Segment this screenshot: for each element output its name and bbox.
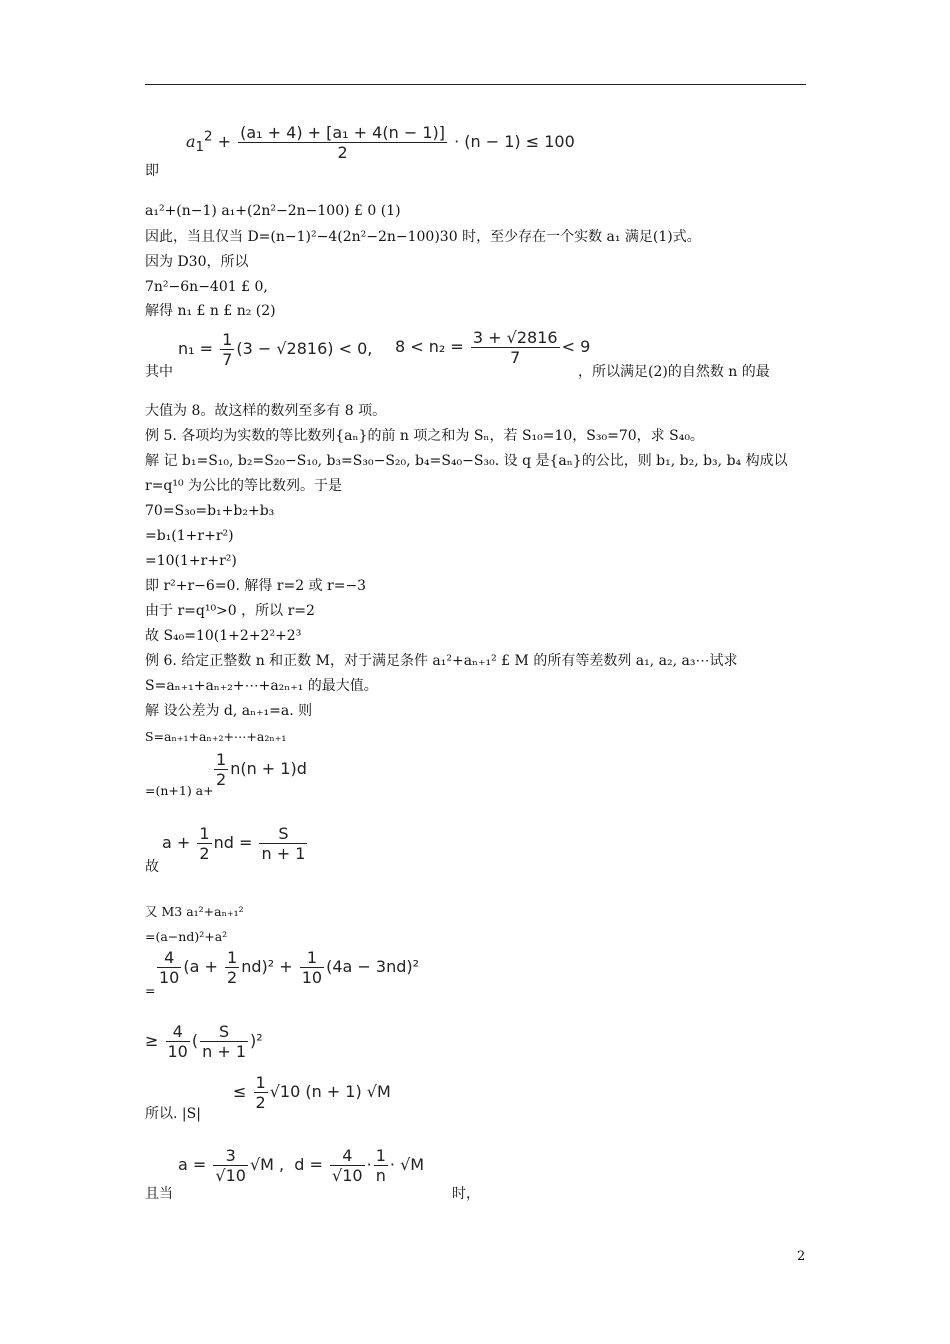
- le-half-num: 1: [255, 1073, 266, 1092]
- ge-sym: ≥: [145, 1031, 159, 1050]
- header-rule: [145, 84, 806, 85]
- ge-fraction: [200, 1022, 248, 1061]
- equation-n1: [178, 330, 372, 369]
- text-line: 解 记 b₁=S₁₀, b₂=S₂₀−S₁₀, b₃=S₃₀−S₂₀, b₄=S₄₀−S₃₀. 设 q 是{aₙ}的公比，则 b₁, b₂, b₃, b₄ 构成以: [145, 453, 788, 469]
- n1-num: 1: [222, 330, 233, 349]
- ineq-ten: 10: [159, 968, 180, 987]
- text-line: ，所以满足(2)的自然数 n 的最: [578, 364, 770, 380]
- n1-rest: (3 − √2816) < 0,: [236, 339, 373, 358]
- ineq-one: 1: [300, 948, 324, 968]
- half-num: 1: [216, 750, 227, 769]
- ineq-half-num: 1: [227, 948, 238, 967]
- equation-ge: ≥ $\frac{4}{10}$ ( $\frac{S}{n + 1}$ )²: [145, 1022, 263, 1061]
- text-line: =10(1+r+r²): [145, 553, 237, 569]
- le-half: [254, 1073, 268, 1112]
- cond-1n-fraction: [374, 1146, 388, 1185]
- text-line: 故: [145, 859, 159, 875]
- le-tail: √10 (n + 1) √M: [269, 1082, 391, 1101]
- equation-expand: [155, 948, 419, 987]
- ineq-mid: (a +: [183, 957, 218, 976]
- equation-half: [212, 750, 307, 789]
- text-line: 即: [145, 163, 159, 179]
- equation-gu: [162, 824, 309, 863]
- text-line: 70=S₃₀=b₁+b₂+b₃: [145, 503, 275, 519]
- cond-sqrt10: √10: [215, 1166, 246, 1185]
- ge-frac-4-10: [166, 1022, 190, 1061]
- gu-lhs: a +: [162, 833, 191, 852]
- text-line: =(a−nd)²+a²: [145, 929, 228, 944]
- n1-den: 7: [222, 350, 233, 369]
- n2-num: 3 + √2816: [472, 328, 558, 347]
- n1-lhs: n₁ =: [178, 339, 214, 358]
- page-number: 2: [797, 1249, 806, 1264]
- gu-half-num: 1: [199, 824, 210, 843]
- text-line: 即 r²+r−6=0. 解得 r=2 或 r=−3: [145, 578, 367, 594]
- ge-s: S: [200, 1022, 248, 1042]
- text-line: 其中: [145, 364, 173, 380]
- text-line: 时，: [452, 1186, 480, 1202]
- le-sym: ≤: [233, 1082, 247, 1101]
- ge-ten: 10: [167, 1042, 188, 1061]
- equation-condition: a = $\frac{3}{√10}$ √M , d = $\frac{4}{√10}$ · $\frac{1}{n}$ · √M: [178, 1146, 425, 1185]
- text-line: =(n+1) a+: [145, 783, 214, 798]
- gu-half: [197, 824, 211, 863]
- cond-m: √M ,: [249, 1155, 285, 1174]
- n1-fraction: [220, 330, 234, 369]
- n2-fraction: [471, 328, 560, 367]
- text-line: 所以. |S|: [145, 1106, 201, 1122]
- cond-three: 3: [213, 1146, 248, 1166]
- eq-tail: · (n − 1) ≤ 100: [454, 132, 575, 151]
- text-line: 例 6. 给定正整数 n 和正数 M，对于满足条件 a₁²+aₙ₊₁² £ M 的所有等差数列 a₁, a₂, a₃⋯试求: [145, 653, 738, 669]
- ineq-frac-4-10: [157, 948, 181, 987]
- text-line: =b₁(1+r+r²): [145, 528, 234, 544]
- ge-den: n + 1: [202, 1042, 247, 1061]
- ineq-mid2: nd)² +: [241, 957, 293, 976]
- ineq-half-den: 2: [227, 968, 238, 987]
- cond-d-fraction: [330, 1146, 365, 1185]
- eq-fraction-num: (a₁ + 4) + [a₁ + 4(n − 1)]: [240, 123, 445, 142]
- cond-a-fraction: [213, 1146, 248, 1185]
- half-den: 2: [216, 770, 227, 789]
- text-line: 因为 D30，所以: [145, 254, 249, 270]
- gu-den: n + 1: [261, 844, 306, 863]
- ineq-half: [225, 948, 239, 987]
- text-line: 且当: [145, 1186, 173, 1202]
- cond-four: 4: [330, 1146, 365, 1166]
- text-line: 故 S₄₀=10(1+2+2²+2³: [145, 628, 302, 644]
- gu-nd: nd =: [213, 833, 253, 852]
- text-line: 解得 n₁ £ n £ n₂ (2): [145, 303, 276, 319]
- le-half-den: 2: [255, 1093, 266, 1112]
- text-line: 例 5. 各项均为实数的等比数列{aₙ}的前 n 项之和为 Sₙ，若 S₁₀=10，S₃₀=70，求 S₄₀。: [145, 428, 704, 444]
- eq-fraction: [238, 123, 447, 162]
- n2-lhs: 8 < n₂ =: [395, 337, 464, 356]
- cond-sqrt10-2: √10: [332, 1166, 363, 1185]
- text-line: 解 设公差为 d, aₙ₊₁=a. 则: [145, 703, 313, 719]
- cond-one: 1: [375, 1146, 386, 1165]
- text-line: 7n²−6n−401 £ 0,: [145, 279, 268, 295]
- eq-a1: a: [186, 132, 196, 151]
- ineq-tail: (4a − 3nd)²: [326, 957, 420, 976]
- text-line: 因此，当且仅当 D=(n−1)²−4(2n²−2n−100)30 时，至少存在一个实数 a₁ 满足(1)式。: [145, 229, 701, 245]
- text-line: 由于 r=q¹⁰>0 ，所以 r=2: [145, 603, 315, 619]
- half-fraction: [214, 750, 228, 789]
- ineq-frac-1-10: [300, 948, 324, 987]
- text-line: S=aₙ₊₁+aₙ₊₂+⋯+a₂ₙ₊₁: [145, 729, 287, 744]
- gu-fraction: [259, 824, 307, 863]
- text-line: 大值为 8。故这样的数列至多有 8 项。: [145, 403, 387, 419]
- text-line: 又 M3 a₁²+aₙ₊₁²: [145, 904, 244, 919]
- n2-tail: < 9: [561, 337, 591, 356]
- cond-m2: · √M: [389, 1155, 425, 1174]
- ge-four: 4: [166, 1022, 190, 1042]
- ineq-ten-2: 10: [301, 968, 323, 987]
- ineq-four: 4: [157, 948, 181, 968]
- equation-n2: [395, 328, 590, 367]
- text-line: =: [145, 983, 156, 998]
- equation-sum-inequality: $a_1^2$ + $\frac{\text{(a₁ + 4) + [a₁ + 4(n − 1)]}}{2}$ · (n − 1) ≤ 100: [186, 123, 575, 162]
- ge-sq: )²: [250, 1031, 263, 1050]
- text-line: r=q¹⁰ 为公比的等比数列。于是: [145, 478, 343, 494]
- text-line: S=aₙ₊₁+aₙ₊₂+⋯+a₂ₙ₊₁ 的最大值。: [145, 678, 378, 694]
- half-tail: n(n + 1)d: [230, 759, 307, 778]
- n2-den: 7: [510, 348, 521, 367]
- eq-fraction-den: 2: [337, 143, 348, 162]
- text-line: a₁²+(n−1) a₁+(2n²−2n−100) £ 0 (1): [145, 203, 401, 219]
- equation-le: [233, 1073, 391, 1112]
- cond-a: a =: [178, 1155, 207, 1174]
- gu-half-den: 2: [199, 844, 210, 863]
- gu-num: S: [259, 824, 307, 844]
- cond-d: d =: [294, 1155, 323, 1174]
- cond-n: n: [375, 1166, 386, 1185]
